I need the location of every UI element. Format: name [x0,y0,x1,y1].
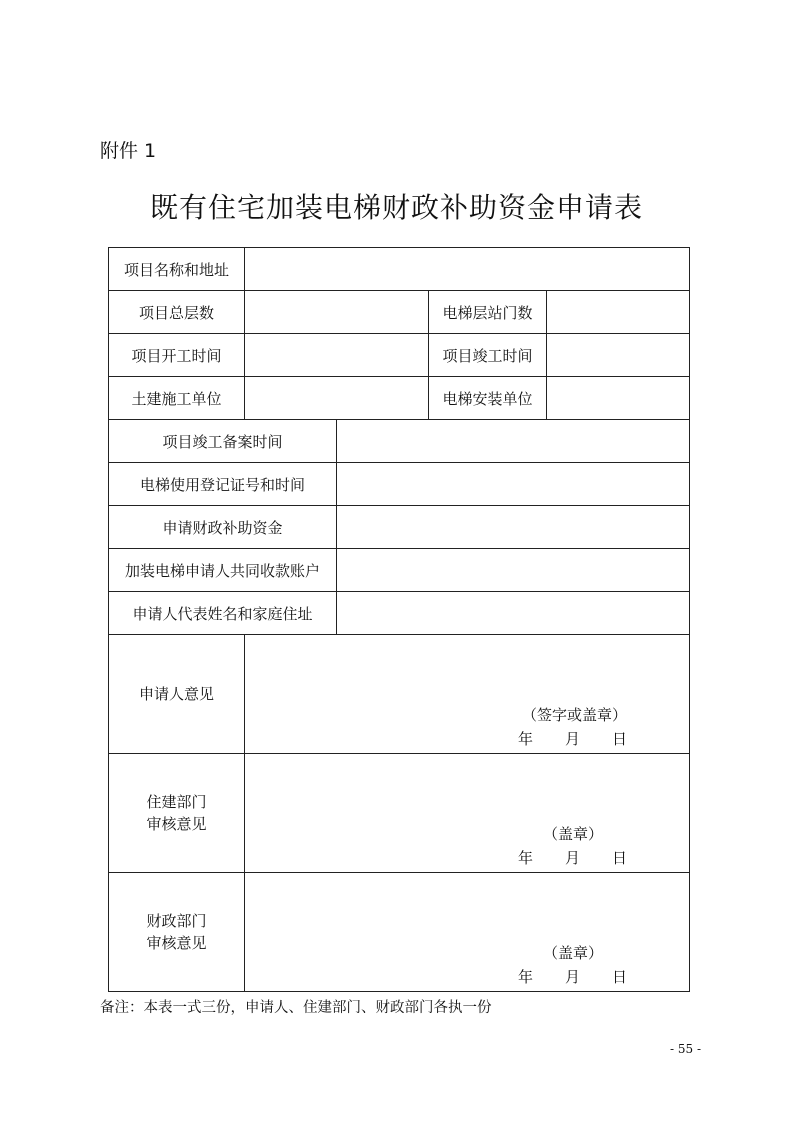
label-project-name-address: 项目名称和地址 [109,248,245,291]
housing-dept-line2: 审核意见 [146,815,207,833]
housing-date [518,847,627,868]
label-representative: 申请人代表姓名和家庭住址 [109,592,337,635]
attachment-label: 附件 1 [100,140,157,162]
row-contractors [109,377,690,420]
row-joint-account [109,549,690,592]
month-label: 月 [564,849,580,867]
month-label: 月 [564,730,580,748]
field-finance-dept-opinion[interactable] [245,873,690,992]
field-elevator-stops[interactable] [547,291,690,334]
field-start-time[interactable] [245,334,429,377]
field-civil-contractor[interactable] [245,377,429,420]
row-completion-filing [109,420,690,463]
housing-dept-line1: 住建部门 [146,793,207,811]
field-elevator-registration[interactable] [337,463,690,506]
label-elevator-registration: 电梯使用登记证号和时间 [109,463,337,506]
year-label: 年 [517,849,533,867]
field-representative[interactable] [337,592,690,635]
field-completion-filing-time[interactable] [337,420,690,463]
row-applicant-opinion [109,635,690,754]
finance-date [518,966,627,987]
day-label: 日 [611,968,627,986]
year-label: 年 [517,730,533,748]
label-total-floors: 项目总层数 [109,291,245,334]
row-project-name [109,248,690,291]
row-subsidy-amount [109,506,690,549]
month-label: 月 [564,968,580,986]
applicant-date [518,728,627,749]
day-label: 日 [611,730,627,748]
label-start-time: 项目开工时间 [109,334,245,377]
field-subsidy-amount[interactable] [337,506,690,549]
label-finance-dept [109,873,245,992]
field-housing-dept-opinion[interactable] [245,754,690,873]
label-joint-account: 加装电梯申请人共同收款账户 [109,549,337,592]
field-elevator-installer[interactable] [547,377,690,420]
application-form-table [108,247,690,992]
label-applicant-opinion: 申请人意见 [109,635,245,754]
field-project-name-address[interactable] [245,248,690,291]
day-label: 日 [611,849,627,867]
row-floors [109,291,690,334]
row-finance-dept [109,873,690,992]
label-civil-contractor: 土建施工单位 [109,377,245,420]
label-elevator-installer: 电梯安装单位 [429,377,547,420]
label-completion-time: 项目竣工时间 [429,334,547,377]
finance-dept-line2: 审核意见 [146,934,207,952]
housing-seal-note: （盖章） [542,825,603,843]
row-elevator-registration [109,463,690,506]
label-completion-filing-time: 项目竣工备案时间 [109,420,337,463]
label-housing-dept [109,754,245,873]
finance-seal-note: （盖章） [542,944,603,962]
finance-dept-line1: 财政部门 [146,912,207,930]
year-label: 年 [517,968,533,986]
footer-note: 备注：本表一式三份，申请人、住建部门、财政部门各执一份 [100,1000,492,1016]
label-elevator-stops: 电梯层站门数 [429,291,547,334]
field-total-floors[interactable] [245,291,429,334]
row-representative [109,592,690,635]
applicant-seal-note: （签字或盖章） [521,706,627,724]
row-housing-dept [109,754,690,873]
field-joint-account[interactable] [337,549,690,592]
label-subsidy-amount: 申请财政补助资金 [109,506,337,549]
form-title: 既有住宅加装电梯财政补助资金申请表 [149,191,643,224]
field-completion-time[interactable] [547,334,690,377]
row-times [109,334,690,377]
page-number: - 55 - [669,1042,701,1056]
field-applicant-opinion[interactable] [245,635,690,754]
